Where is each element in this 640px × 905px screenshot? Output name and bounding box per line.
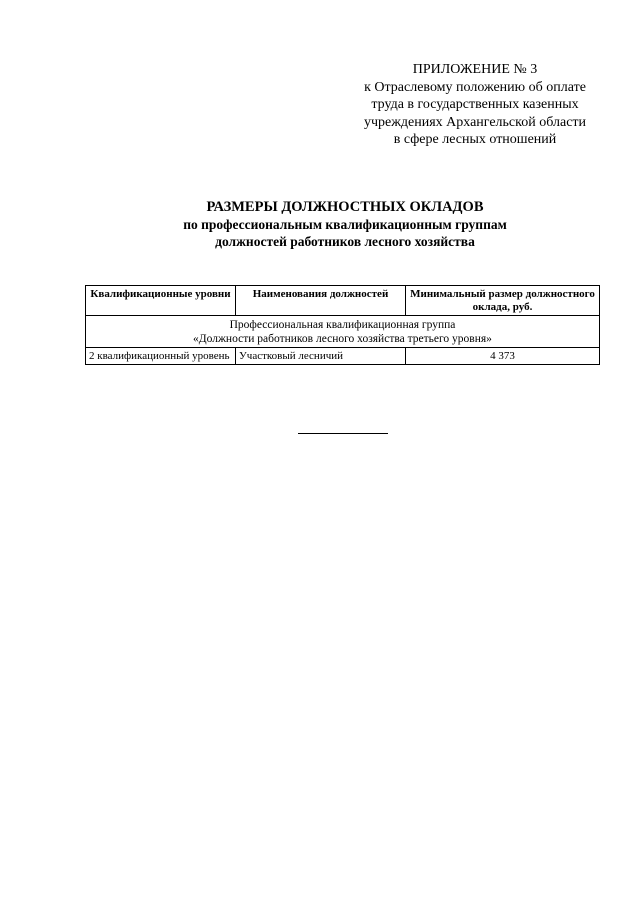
header-position-names: Наименования должностей [236, 286, 406, 316]
table-row [86, 348, 600, 365]
group-title-line: Профессиональная квалификационная группа [229, 319, 456, 331]
appendix-reference-line: к Отраслевому положению об оплате [364, 79, 586, 95]
document-subtitle-line: должностей работников лесного хозяйства [215, 234, 475, 249]
salary-table [85, 285, 600, 365]
appendix-reference-line: учреждениях Архангельской области [363, 114, 587, 130]
document-heading [60, 199, 630, 250]
cell-salary: 4 373 [406, 348, 600, 365]
table-header-row [86, 286, 600, 316]
cell-level: 2 квалификационный уровень [86, 348, 236, 365]
appendix-block [330, 61, 620, 149]
header-qualification-levels: Квалификационные уровни [86, 286, 236, 316]
closing-rule [298, 433, 388, 434]
group-cell [86, 316, 600, 348]
group-name-line: «Должности работников лесного хозяйства третьего уровня» [193, 333, 492, 345]
document-title: РАЗМЕРЫ ДОЛЖНОСТНЫХ ОКЛАДОВ [206, 199, 484, 215]
cell-position: Участковый лесничий [236, 348, 406, 365]
document-subtitle-line: по профессиональным квалификационным группам [183, 217, 507, 232]
appendix-reference-line: в сфере лесных отношений [393, 132, 557, 147]
group-row [86, 316, 600, 348]
header-minimum-salary: Минимальный размер должностного оклада, руб. [406, 286, 600, 316]
appendix-number: ПРИЛОЖЕНИЕ № 3 [412, 62, 538, 77]
appendix-reference-line: труда в государственных казенных [371, 97, 579, 112]
